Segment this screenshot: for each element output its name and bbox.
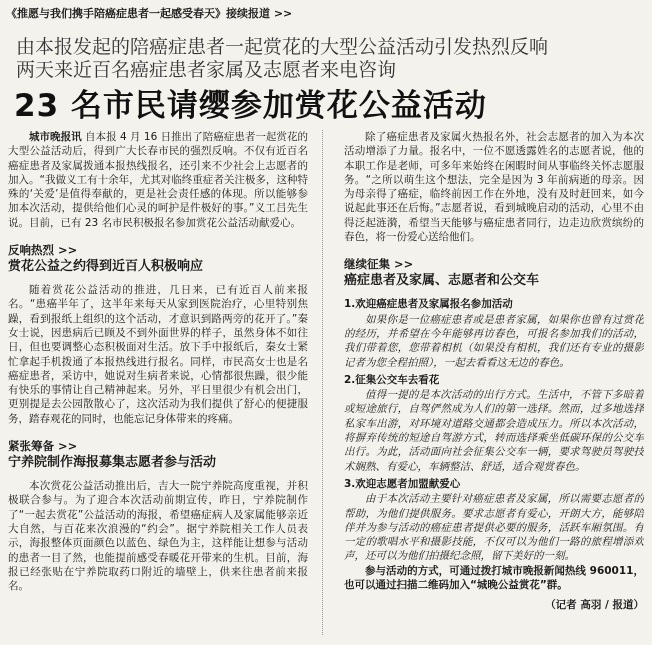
- series-banner: 《推愿与我们携手陪癌症患者一起感受春天》接续报道 >>: [6, 7, 293, 20]
- section-title: 宁养院制作海报募集志愿者参与活动: [8, 455, 217, 471]
- section-kicker: 继续征集 >>: [344, 257, 414, 272]
- recruit-item-title: 2.征集公交车去看花: [344, 373, 440, 386]
- section-kicker: 紧张筹备 >>: [8, 439, 78, 454]
- section-recruit: [344, 256, 644, 612]
- section-response: [8, 242, 308, 426]
- section-preparation: [8, 438, 308, 593]
- subheadline-line-1: 由本报发起的陪癌症患者一起赏花的大型公益活动引发热烈反响: [16, 36, 549, 58]
- headline: 23 名市民请缨参加赏花公益活动: [14, 88, 487, 124]
- section-body: 随着赏花公益活动的推进，几日来，已有近百人前来报名。“患癌半年了，这半年来每天从家到医院治疗，心里特别焦躁，看到报纸上组织的这个活动，才意识到路两旁的花开了。”秦女士说，因患病后已顾及不到外面世界的样子，虽然身体不如往日，但也要调整心态积极面对生活。放下手中报纸后，秦女士紧忙拿起手机拨通了本报热线进行报名。同样，市民高女士也是名癌症患者，采访中，她说对生病者来说，心情都很焦躁，很少能有快乐的事情让自己精神起来。另外，平日里很少有机会出门，更别提是去公园散散心了，这次活动为我们提供了舒心的便捷服务，踏春观花的同时，也能忘记身体带来的疼痛。: [8, 284, 308, 425]
- section-body: 本次赏花公益活动推出后，吉大一院宁养院高度重视，并积极联合参与。为了迎合本次活动前期宣传，昨日，宁养院制作了“一起去赏花”公益活动的海报，希望癌症病人及家属能够亲近大自然，与百花来次浪漫的“约会”。据宁养院相关工作人员表示，海报整体页面颜色以蓝色、绿色为主，这样能让想参与活动的患者一目了然，也能提前感受春暖花开带来的生机。目前，海报已经张贴在宁养院取药口附近的墙壁上，供来往患者前来报名。: [8, 480, 308, 593]
- recruit-item-title: 1.欢迎癌症患者及家属报名参加活动: [344, 298, 513, 311]
- intro-text: 自本报 4 月 16 日推出了陪癌症患者一起赏花的大型公益活动后，得到广大长春市民的强烈反响。不仅有近百名癌症患者及家属拨通本报热线报名，还引来不少社会上志愿者的加入。“我做义工有十余年，尤其对临终重症者关注极多，这种特殊的‘关爱’是值得奉献的，更是社会责任感的体现。所以能够参加本次活动，提供给他们心灵的呵护是件极好的事。”义工吕先生说。目前，已有 23 名市民积极报名参加赏花公益活动献爱心。: [8, 131, 308, 229]
- section-title: 癌症患者及家属、志愿者和公交车: [344, 273, 540, 289]
- subheadline: [16, 36, 642, 82]
- recruit-item-title: 3.欢迎志愿者加盟献爱心: [344, 477, 461, 490]
- volunteer-paragraph: 除了癌症患者及家属火热报名外，社会志愿者的加入为本次活动增添了力量。报名中，一位不愿透露姓名的志愿者说，他的本职工作是老师，可多年来始终在闲暇时间从事临终关怀志愿服务。“之所以萌生这个想法，完全是因为 3 年前病逝的母亲。因为母亲得了癌症，临终前因工作在外地，没有及时赶回来，如今说起此事还在后悔。”志愿者说，看到城晚启动的活动，心里不由得泛起涟漪，希望当天能够与癌症患者同行，边走边欣赏缤纷的春色，将一份爱心送给他们。: [344, 131, 644, 244]
- contact-info: 参与活动的方式，可通过拨打城市晚报新闻热线 960011，也可以通过扫描二维码加入“城晚公益赏花”群。: [344, 564, 644, 592]
- right-column: [344, 130, 644, 637]
- left-column: [8, 130, 308, 637]
- section-kicker: 反响热烈 >>: [8, 243, 78, 258]
- recruit-item-body: 如果你是一位癌症患者或是患者家属，如果你也曾有过赏花的经历，并希望在今年能够再访春色，可报名参加我们的活动，我们带着您，您带着相机（如果没有相机，我们还有专业的摄影记者为您全程拍照），一起去看看这无边的春色。: [344, 313, 644, 369]
- dateline: 城市晚报讯: [29, 131, 82, 143]
- byline: （记者 高羽 / 报道）: [545, 599, 644, 612]
- recruit-item-body: 由于本次活动主要针对癌症患者及家属，所以需要志愿者的帮助，为他们提供服务。要求志愿者有爱心，开朗大方，能够陪伴并为参与活动的癌症患者提供必要的服务，活跃车厢氛围。有一定的歌唱水平和摄影技能，不仅可以为他们一路的旅程增添欢声，还可以为他们拍摄纪念照，留下美好的一刻。: [344, 493, 644, 563]
- intro-paragraph: [8, 130, 308, 230]
- column-divider: [322, 130, 323, 635]
- section-title: 赏花公益之约得到近百人积极响应: [8, 259, 204, 275]
- subheadline-line-2: 两天来近百名癌症患者家属及志愿者来电咨询: [16, 59, 397, 81]
- recruit-item-body: 值得一提的是本次活动的出行方式。生活中，不管下多暗着或短途旅行，自驾俨然成为人们的第一选择。然而，过多地选择私家车出游，对环境对道路交通都会造成压力。所以本次活动，将摒弃传统的短途自驾游方式，转而选择乘坐低碳环保的公交车出行。为此，活动面向社会征集公交车一辆，要求驾驶员驾驶技术娴熟、有爱心，车辆整洁、舒适，适合观赏春色。: [344, 389, 644, 473]
